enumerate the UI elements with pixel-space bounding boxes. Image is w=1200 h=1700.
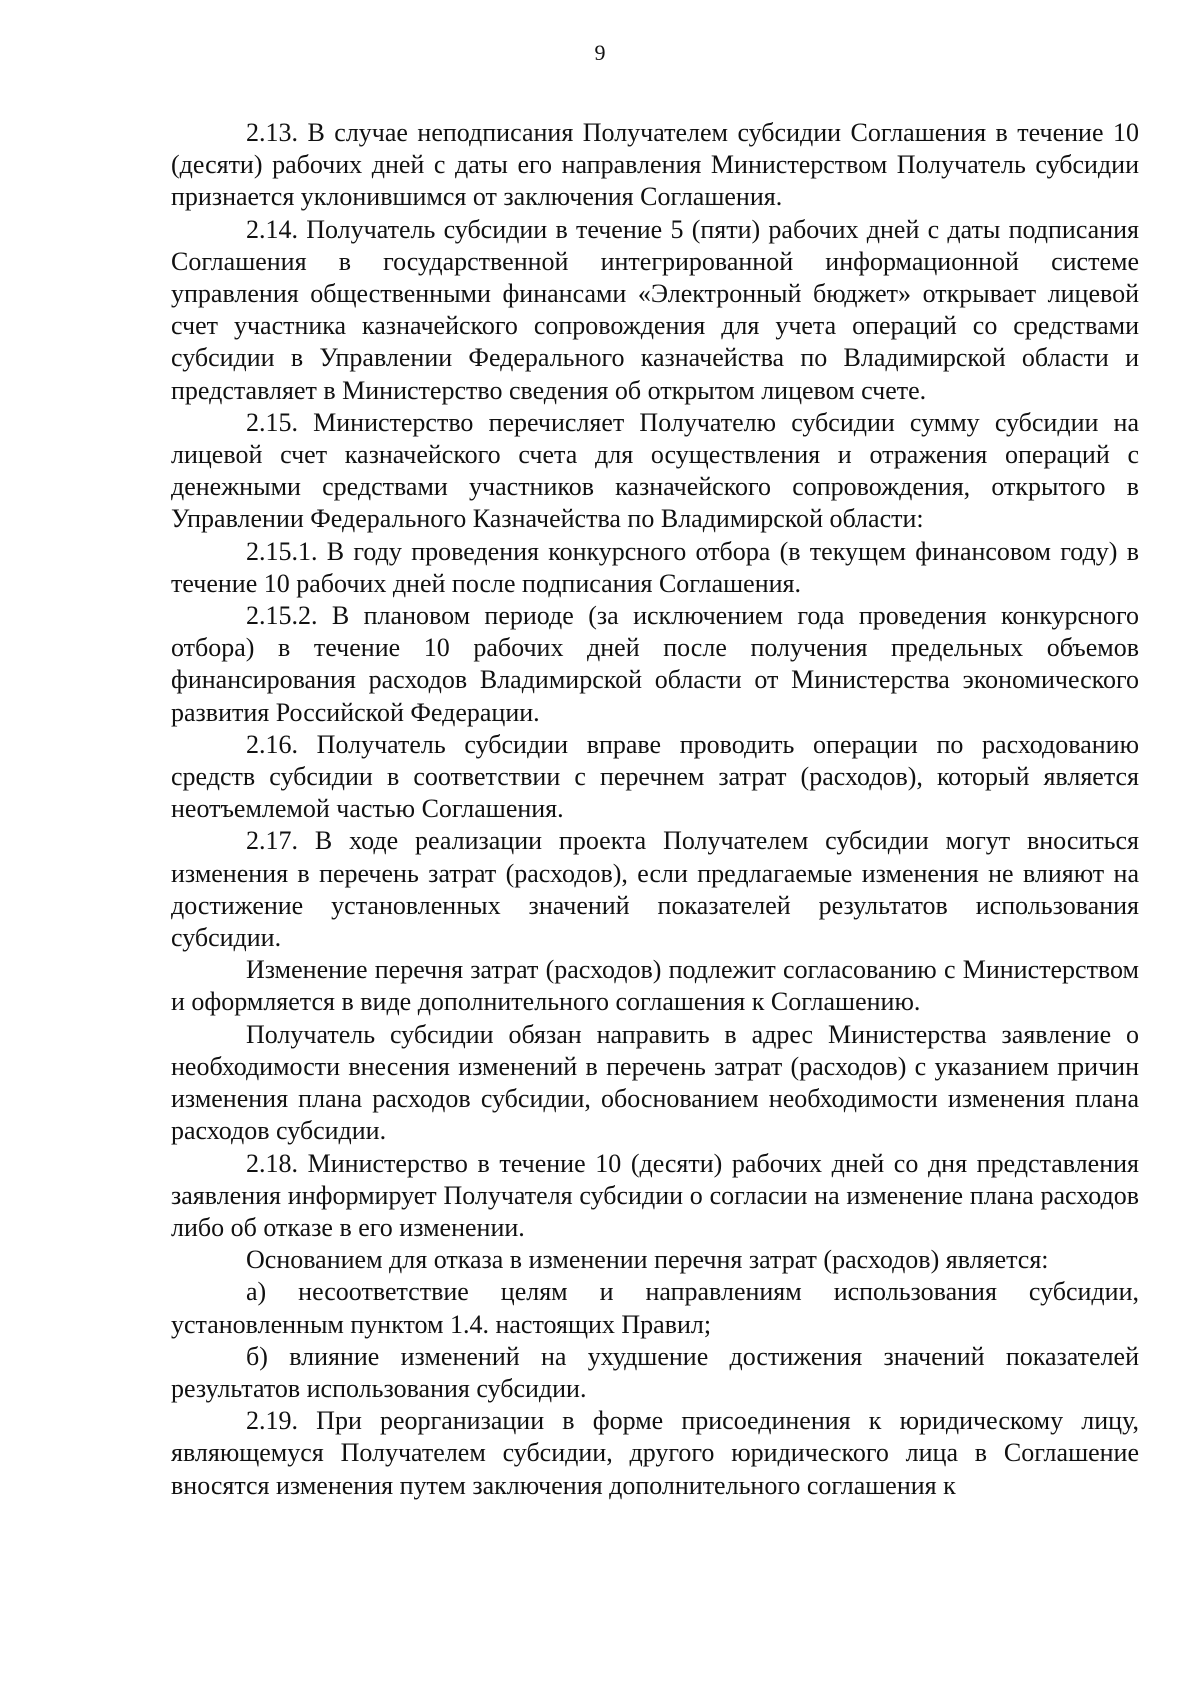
page-number: 9: [594, 40, 606, 65]
paragraph-2-17: 2.17. В ходе реализации проекта Получателем субсидии могут вноситься изменения в перечень затрат (расходов), если предлагаемые изменения не влияют на достижение установленных значений показателей результатов использования субсидии.: [171, 826, 1139, 953]
paragraph-change-approval: Изменение перечня затрат (расходов) подлежит согласованию с Министерством и оформляется в виде дополнительного соглашения к Соглашению.: [171, 955, 1139, 1017]
list-item-a: а) несоответствие целям и направлениям использования субсидии, установленным пунктом 1.4. настоящих Правил;: [171, 1277, 1139, 1339]
paragraph-2-19: 2.19. При реорганизации в форме присоединения к юридическому лицу, являющемуся Получателем субсидии, другого юридического лица в Соглашение вносятся изменения путем заключения дополнительного соглашения к: [171, 1406, 1139, 1500]
document-body: [171, 117, 1139, 1502]
paragraph-2-15: 2.15. Министерство перечисляет Получателю субсидии сумму субсидии на лицевой счет казначейского счета для осуществления и отражения операций с денежными средствами участников казначейского сопровождения, открытого в Управлении Федерального Казначейства по Владимирской области:: [171, 407, 1139, 534]
list-item-b: б) влияние изменений на ухудшение достижения значений показателей результатов использования субсидии.: [171, 1341, 1139, 1403]
paragraph-2-13: 2.13. В случае неподписания Получателем субсидии Соглашения в течение 10 (десяти) рабочих дней с даты его направления Министерством Получатель субсидии признается уклонившимся от заключения Соглашения.: [171, 118, 1139, 212]
paragraph-2-16: 2.16. Получатель субсидии вправе проводить операции по расходованию средств субсидии в соответствии с перечнем затрат (расходов), который является неотъемлемой частью Соглашения.: [171, 729, 1139, 824]
paragraph-2-14: 2.14. Получатель субсидии в течение 5 (пяти) рабочих дней с даты подписания Соглашения в государственной интегрированной информационной системе управления общественными финансами «Электронный бюджет» открывает лицевой счет участника казначейского сопровождения для учета операций со средствами субсидии в Управлении Федерального казначейства по Владимирской области и представляет в Министерство сведения об открытом лицевом счете.: [171, 214, 1139, 405]
paragraph-2-15-1: 2.15.1. В году проведения конкурсного отбора (в текущем финансовом году) в течение 10 рабочих дней после подписания Соглашения.: [171, 536, 1139, 598]
paragraph-notification-duty: Получатель субсидии обязан направить в адрес Министерства заявление о необходимости внесения изменений в перечень затрат (расходов) с указанием причин изменения плана расходов субсидии, обоснованием необходимости изменения плана расходов субсидии.: [171, 1019, 1139, 1146]
paragraph-refusal-grounds: Основанием для отказа в изменении перечня затрат (расходов) является:: [246, 1245, 1049, 1275]
paragraph-2-18: 2.18. Министерство в течение 10 (десяти) рабочих дней со дня представления заявления информирует Получателя субсидии о согласии на изменение плана расходов либо об отказе в его изменении.: [171, 1148, 1139, 1242]
paragraph-2-15-2: 2.15.2. В плановом периоде (за исключением года проведения конкурсного отбора) в течение 10 рабочих дней после получения предельных объемов финансирования расходов Владимирской области от Министерства экономического развития Российской Федерации.: [171, 601, 1139, 727]
